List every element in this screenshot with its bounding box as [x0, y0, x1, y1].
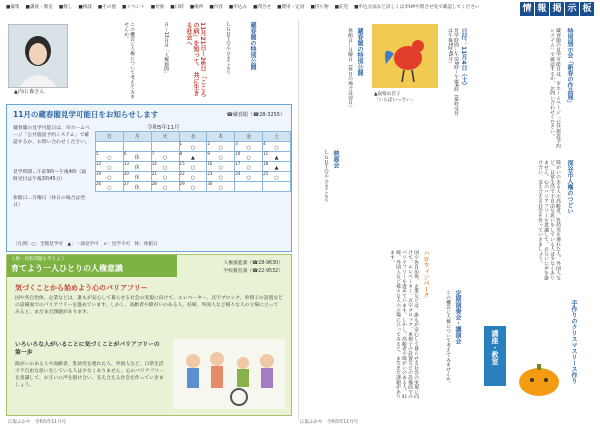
jinken-small: 人権・同和問題を考えよう: [11, 257, 65, 262]
calendar-day-cell: [207, 172, 235, 182]
calendar-title: 11月の蔵春閣見学可能日をお知らせします: [13, 110, 159, 119]
calendar-day-mark: ○: [246, 145, 251, 151]
calendar-weekday: 火: [151, 132, 179, 142]
calendar-weekday: 月: [123, 132, 151, 142]
calendar-day-number: 29: [179, 181, 185, 186]
section-title-char: 示: [565, 2, 579, 16]
calendar-day-mark: ○: [162, 175, 168, 181]
calendar-day-number: 5: [96, 151, 99, 156]
jinken-banner: [7, 255, 177, 277]
calendar-day-cell: [151, 182, 179, 192]
event-text-d: 国や各自治体、企業などは、誰もが安心して暮らせる社会の実現に向けて、エレベーター、点字ブロック、車椅子の設置などの設備面でのバリアフリーを進めています。しかし、高齢者や障がいのある人、妊婦、外国人など様々な人の立場に立ってみると、まだまだ課題があります。: [389, 250, 418, 399]
bird-artwork: [372, 24, 438, 88]
calendar-month-label: 令和5年11月: [147, 125, 180, 131]
legend-item: ■講座・教室: [25, 5, 53, 10]
jinken-box: [6, 254, 292, 416]
portrait-caption: ▲内山 森さん: [14, 89, 45, 95]
calendar-day-number: 4: [263, 141, 266, 146]
calendar-day-cell: [96, 172, 124, 182]
calendar-day-cell: [123, 162, 151, 172]
column-text-2: 日〜13日は「人権週間」: [163, 22, 168, 77]
calendar-day-mark: 休: [134, 185, 140, 191]
calendar-day-mark: ▲: [191, 155, 195, 161]
event-text-h: ＬＧＢＴＱやひきこもり: [323, 150, 328, 203]
person-portrait-image: [9, 25, 67, 87]
footer-right: 広報ふかや 令和5年11月号: [300, 420, 359, 425]
calendar-day-mark: ○: [218, 185, 223, 191]
event-head-h: 映画会: [332, 150, 339, 168]
calendar-day-number: 3: [235, 141, 238, 146]
calendar-weekday: 木: [207, 132, 235, 142]
calendar-weekday: 日: [96, 132, 124, 142]
event-text-f: この機会に人権について考えてみませんか。: [445, 290, 450, 386]
calendar-day-mark: ○: [162, 155, 168, 161]
calendar-day-cell: [123, 182, 151, 192]
calendar-day-mark: ○: [162, 165, 168, 171]
calendar-day-cell: [151, 142, 179, 152]
legend-item: ■問合せ: [253, 5, 272, 10]
calendar-day-number: 7: [151, 151, 155, 156]
legend-item: ■対象: [150, 5, 165, 10]
calendar-day-cell: [123, 172, 151, 182]
calendar-day-cell: [235, 172, 263, 182]
calendar-day-number: 30: [207, 181, 213, 186]
calendar-day-number: 16: [207, 161, 213, 166]
calendar-table: [95, 131, 291, 192]
calendar-day-number: 6: [123, 151, 127, 156]
section-title-char: 情: [520, 2, 534, 16]
calendar-day-cell: [179, 162, 207, 172]
calendar-day-mark: ○: [218, 145, 223, 151]
calendar-week-row: [96, 182, 291, 192]
calendar-day-cell: [263, 172, 291, 182]
legend-item: ■募集: [6, 5, 20, 10]
calendar-day-cell: [207, 162, 235, 172]
section-title-char: 報: [535, 2, 549, 16]
calendar-day-mark: ○: [246, 155, 251, 161]
calendar-day-cell: [96, 182, 124, 192]
calendar-day-mark: ○: [107, 155, 112, 161]
section-title-char: 掲: [550, 2, 564, 16]
calendar-day-number: 15: [179, 161, 185, 166]
calendar-day-cell: [123, 142, 151, 152]
calendar-day-mark: ○: [218, 175, 223, 181]
event-head-e: 深谷市人権のつどい: [566, 160, 573, 214]
legend-item: ■催し: [58, 5, 73, 10]
calendar-day-cell: [151, 152, 179, 162]
calendar-day-number: 25: [263, 171, 269, 176]
calendar-day-cell: [151, 162, 179, 172]
calendar-day-number: 14: [151, 161, 157, 166]
legend-item: ■費用・定員: [277, 5, 305, 10]
jinken-body: 国や各自治体、企業などは、誰もが安心して暮らせる社会の実現に向けて、エレベーター、点字ブロック、車椅子の設置などの設備面でのバリアフリーを進めています。しかし、高齢者や障がいのある人、妊婦、外国人など様々な人の立場に立ってみると、まだまだ課題があります。: [15, 296, 283, 315]
legend-item: ■場所: [189, 5, 204, 10]
event-head-b-right: 蔵春閣の特別公開: [356, 28, 363, 76]
calendar-box: [6, 104, 292, 252]
calendar-day-number: 21: [151, 171, 157, 176]
legend-item: ■日時: [170, 5, 184, 10]
calendar-weekday: 水: [179, 132, 207, 142]
calendar-day-mark: ○: [162, 185, 168, 191]
calendar-day-number: 19: [96, 171, 102, 176]
calendar-day-mark: 休: [134, 155, 140, 161]
calendar-day-mark: 休: [134, 165, 140, 171]
event-head-g: 手作りのクリスマスリース作り: [570, 300, 577, 384]
calendar-hours: 見学時間…午前9時〜午後4時（最終受付は午後3時45分）: [13, 170, 87, 182]
calendar-day-number: 26: [96, 181, 102, 186]
jinken-contact-2: 学校教育課（☎22-9532）: [223, 269, 283, 274]
calendar-day-cell: [123, 152, 151, 162]
bird-caption: ▲寝帰め若子 「いらばいっさい」: [374, 92, 416, 103]
calendar-day-cell: [96, 152, 124, 162]
calendar-day-cell: [96, 142, 124, 152]
calendar-day-number: 1: [179, 141, 183, 146]
legend-item: ■申込方法など詳しくは市HPや問合せ先で確認してください: [354, 5, 480, 10]
calendar-day-cell: [179, 142, 207, 152]
calendar-day-mark: ○: [107, 165, 112, 171]
column-headline: 11月21日〜26日 「こころの病」を知って、 共に生きる社会へ: [185, 22, 206, 98]
jinken-headline: 気づくことから始めよう心のバリアフリー: [15, 284, 148, 292]
calendar-day-cell: [207, 182, 235, 192]
event-text-b: 休館日…月曜日（休日の場合は翌日）: [347, 28, 352, 110]
column-sub-headline: 蔵春閣の特別公開: [249, 22, 256, 70]
calendar-day-mark: ○: [274, 175, 279, 181]
calendar-day-cell: [235, 162, 263, 172]
calendar-day-mark: ○: [246, 175, 251, 181]
calendar-day-number: 17: [235, 161, 241, 166]
calendar-day-cell: [263, 182, 291, 192]
event-text-a: 蔵春閣の見学可能日は、市ホームページ「公共施設予約システム」で確認するか、お問い合わせください。: [549, 28, 560, 148]
calendar-day-cell: [263, 142, 291, 152]
calendar-day-mark: 休: [134, 175, 140, 181]
calendar-day-mark: ○: [246, 165, 251, 171]
calendar-week-row: [96, 142, 291, 152]
calendar-day-number: 11: [263, 151, 269, 156]
footer-left: 広報ふかや 令和5年11月号: [8, 420, 67, 425]
calendar-day-number: 22: [179, 171, 185, 176]
jinken-illustration: [173, 339, 285, 409]
calendar-day-mark: ○: [190, 165, 196, 171]
calendar-day-cell: [179, 182, 207, 192]
event-text-e: 障がいのある人や高齢者、乳幼児を連れた人、外国人など、日常生活で不自由な思いをしている人は少なくありません。心のバリアフリーを意識して、お互いに声を掛け合い、支え合える社会を作っていきましょう。: [537, 160, 560, 280]
calendar-day-mark: ○: [190, 145, 196, 151]
legend-item: ■その他: [97, 5, 117, 10]
calendar-day-number: 24: [235, 171, 241, 176]
calendar-day-mark: ○: [218, 165, 223, 171]
event-head-d: ハロウィンパーク: [422, 250, 429, 298]
jinken-body-2: 障がいのある人や高齢者、乳幼児を連れた人、外国人など、日常生活で不自由な思いをしている人は少なくありません。心のバリアフリーを意識して、お互いに声を掛け合い、支え合える社会を作っていきましょう。: [15, 362, 164, 388]
jinken-subhead: いろいろな人がいることに気づくことがバリアフリーの第一歩: [15, 342, 160, 356]
calendar-day-number: 2: [207, 141, 210, 146]
legend-item: ■申込み: [228, 5, 247, 10]
pumpkin-illustration: [514, 354, 564, 398]
calendar-closed: 休館日…月曜日（休日の場合は翌日）: [13, 196, 85, 208]
calendar-day-mark: ○: [107, 175, 112, 181]
calendar-day-mark: ▲: [274, 155, 279, 161]
legend-item: ■託児: [334, 5, 349, 10]
calendar-day-number: 13: [123, 161, 129, 166]
calendar-day-cell: [263, 152, 291, 162]
event-head-f: 定期演奏会・講演会: [454, 290, 461, 344]
calendar-week-row: [96, 172, 291, 182]
column-text-3: ＬＧＢＴＱやひきこもり: [225, 22, 230, 75]
legend-item: ■イベント: [122, 5, 145, 10]
calendar-day-mark: ▲: [274, 165, 279, 171]
jinken-title: 育てよう一人ひとりの人権意識: [11, 264, 123, 273]
event-head-a: 特別展示会「新春の作品展」: [566, 28, 573, 106]
jinken-contact-1: 人権推進課（☎28-9630）: [223, 261, 283, 266]
calendar-day-number: 8: [179, 151, 183, 156]
calendar-day-cell: [207, 152, 235, 162]
calendar-day-cell: [179, 172, 207, 182]
bird-artwork-image: [372, 24, 438, 88]
calendar-day-mark: ○: [190, 175, 196, 181]
calendar-day-mark: ○: [190, 185, 196, 191]
calendar-day-cell: [179, 152, 207, 162]
page-divider: [298, 20, 299, 420]
calendar-day-cell: [96, 162, 124, 172]
calendar-day-mark: ○: [218, 155, 223, 161]
legend-item: ■内容: [209, 5, 223, 10]
calendar-day-mark: ○: [274, 145, 279, 151]
badge-koza-label: 講座・教室: [491, 330, 499, 365]
portrait-photo: [8, 24, 68, 88]
calendar-day-number: 12: [96, 161, 102, 166]
event-text-c: 見学時間…午前9時〜午後4時（最終受付は午後3時45分）: [447, 28, 458, 116]
calendar-day-number: 10: [235, 151, 241, 156]
section-title-jouhou: [520, 2, 594, 16]
calendar-week-row: [96, 162, 291, 172]
calendar-day-cell: [235, 152, 263, 162]
calendar-week-row: [96, 152, 291, 162]
calendar-description: 蔵春閣の見学可能日は、市ホームページ「公共施設予約システム」で確認するか、お問い合わせください。: [13, 126, 90, 145]
calendar-day-number: 28: [151, 181, 157, 186]
calendar-day-number: 20: [123, 171, 129, 176]
legend-item: ■持ち物: [310, 5, 329, 10]
calendar-tel: ☎蔵春閣（☎28-3255）: [226, 112, 285, 118]
event-head-c: 日付：11月4日（土）: [460, 28, 467, 89]
calendar-weekday: 金: [235, 132, 263, 142]
calendar-day-cell: [235, 142, 263, 152]
badge-koza: [484, 326, 506, 386]
calendar-day-number: 27: [123, 181, 129, 186]
calendar-day-number: 18: [263, 161, 269, 166]
legend-item: ■相談: [78, 5, 92, 10]
calendar-day-cell: [235, 182, 263, 192]
calendar-day-number: 23: [207, 171, 213, 176]
legend: [6, 4, 486, 11]
calendar-day-cell: [207, 142, 235, 152]
calendar-day-number: 9: [207, 151, 210, 156]
calendar-weekday: 土: [263, 132, 291, 142]
calendar-day-mark: ○: [107, 185, 112, 191]
column-text-1: この機会に人権について考えてみませんか。: [123, 22, 134, 99]
calendar-legend-note: ［凡例］○：全館見学可 ▲：一部見学可 ×：見学不可 休：休館日: [13, 242, 158, 247]
calendar-day-cell: [151, 172, 179, 182]
section-title-char: 板: [580, 2, 594, 16]
calendar-day-cell: [263, 162, 291, 172]
